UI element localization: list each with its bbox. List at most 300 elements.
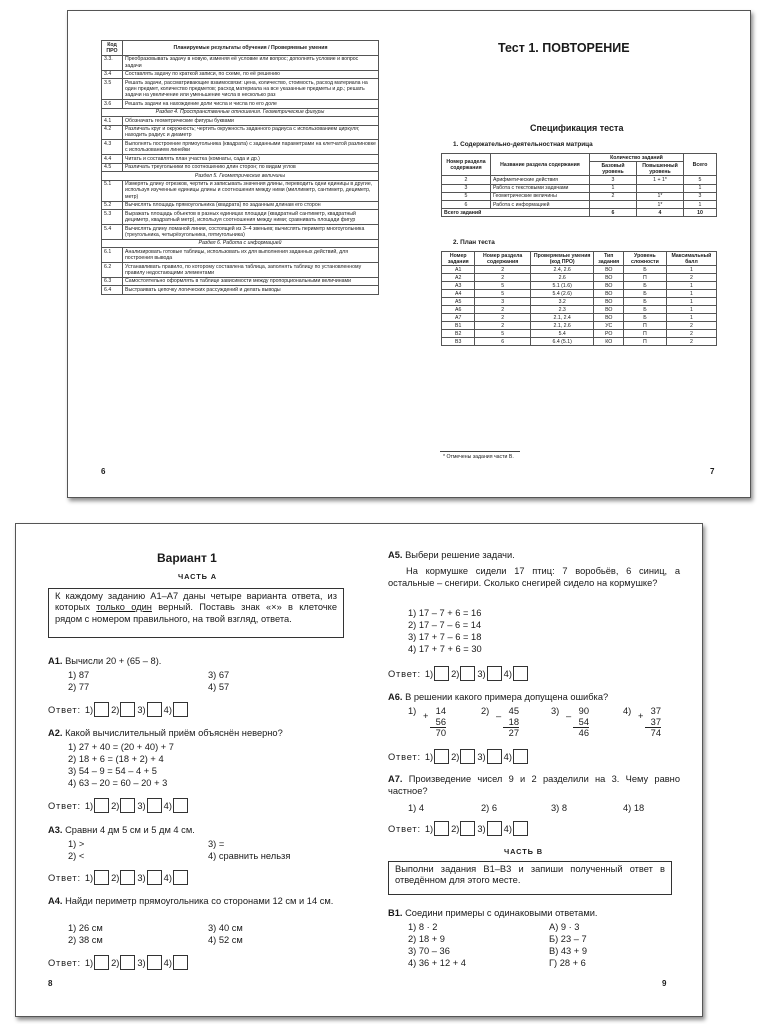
competence-code: 4.5 <box>102 163 123 171</box>
a1-answer-box-3[interactable] <box>147 702 162 717</box>
a4-answer-box-1[interactable] <box>94 955 109 970</box>
plan-cell: П <box>624 338 667 346</box>
a1-option-3: 3) 67 <box>208 670 230 680</box>
a2-option-2: 2) 18 + 6 = (18 + 2) + 4 <box>68 754 164 764</box>
a6-p3-result: 46 <box>573 727 589 739</box>
a3-text: Сравни 4 дм 5 см и 5 дм 4 см. <box>65 825 195 835</box>
a7-text: Произведение чисел 9 и 2 разделили на 3. Чему равно частное? <box>388 774 680 796</box>
plan-cell: 5 <box>475 330 530 338</box>
section-title: Раздел 5. Геометрические величины <box>102 172 379 180</box>
a5-answer-box-2[interactable] <box>460 666 475 681</box>
a7-answer-box-2[interactable] <box>460 821 475 836</box>
a7-option-4: 4) 18 <box>623 803 645 813</box>
question-a4 <box>48 896 338 908</box>
a5-option-4: 4) 17 + 7 + 6 = 30 <box>408 644 482 654</box>
plan-cell: 3.2 <box>530 298 594 306</box>
a6-p4-bottom: 37 <box>650 716 661 727</box>
page-number-6: 6 <box>101 467 106 476</box>
matrix-cell: 5 <box>684 176 717 184</box>
a7-answer-box-4[interactable] <box>513 821 528 836</box>
b1-right-a: А) 9 · 3 <box>549 922 580 932</box>
competence-row <box>102 117 379 125</box>
test-plan-table <box>441 251 717 346</box>
matrix-count-header: Количество заданий <box>590 154 684 162</box>
a6-p4-top: 37 <box>650 706 661 716</box>
plan-row <box>442 282 717 290</box>
a6-text: В решении какого примера допущена ошибка? <box>405 692 609 702</box>
plan-cell: 1 <box>666 290 716 298</box>
plan-cell: 2 <box>666 330 716 338</box>
matrix-row <box>442 184 717 192</box>
instr-a-underlined: только один <box>96 602 152 613</box>
matrix-cell: 3 <box>442 184 491 192</box>
plan-row <box>442 266 717 274</box>
content-matrix-table <box>441 153 717 217</box>
plan-cell: 2.4, 2.6 <box>530 266 594 274</box>
question-a6 <box>388 692 608 704</box>
a4-answer-row: Ответ: 1) 2) 3) 4) <box>48 955 190 970</box>
question-a7 <box>388 774 680 797</box>
plan-cell: ВО <box>594 266 624 274</box>
a3-answer-box-1[interactable] <box>94 870 109 885</box>
competence-row <box>102 163 379 171</box>
competence-text: Решать задачи на нахождение доли числа и числа по его доле <box>123 100 379 108</box>
plan-row <box>442 330 717 338</box>
plan-cell: 1 <box>666 314 716 322</box>
answer-label: Ответ: <box>388 823 421 834</box>
competence-code: 3.3. <box>102 55 123 70</box>
plan-cell: ВО <box>594 298 624 306</box>
a6-answer-box-4[interactable] <box>513 749 528 764</box>
a6-option-4-column <box>645 706 661 739</box>
competence-code: 3.5 <box>102 79 123 100</box>
competence-row <box>102 201 379 209</box>
a2-answer-box-2[interactable] <box>120 798 135 813</box>
plan-cell: 2 <box>475 266 530 274</box>
plan-cell: 5.1 (1.6) <box>530 282 594 290</box>
competence-row <box>102 180 379 201</box>
plan-cell: 2 <box>475 306 530 314</box>
plan-cell: РО <box>594 330 624 338</box>
bottom-book-spread <box>15 523 703 1017</box>
variant-title: Вариант 1 <box>157 551 217 565</box>
competence-text: Выстраивать цепочку логических рассуждений и делать выводы <box>123 286 379 294</box>
competence-text: Различать треугольники по соотношению длин сторон; по видам углов <box>123 163 379 171</box>
plan-cell: 5.4 <box>530 330 594 338</box>
a1-answer-box-2[interactable] <box>120 702 135 717</box>
matrix-heading: 1. Содержательно-деятельностная матрица <box>453 141 593 148</box>
a2-text: Какой вычислительный приём объяснён неверно? <box>65 728 283 738</box>
page-number-9: 9 <box>662 979 667 988</box>
matrix-cell: Работа с информацией <box>491 200 590 208</box>
competence-code: 6.1 <box>102 248 123 263</box>
a6-p3-bottom: 54 <box>578 716 589 727</box>
competence-row <box>102 70 379 78</box>
plan-cell: 5 <box>475 290 530 298</box>
a4-number: А4. <box>48 896 63 906</box>
a7-option-3: 3) 8 <box>551 803 568 813</box>
plan-cell: А3 <box>442 282 475 290</box>
plan-cell: Б <box>624 306 667 314</box>
plan-row <box>442 322 717 330</box>
plan-cell: В1 <box>442 322 475 330</box>
plan-cell: П <box>624 330 667 338</box>
a6-number: А6. <box>388 692 403 702</box>
part-a-instructions <box>48 588 344 638</box>
competence-text: Вычислять площадь прямоугольника (квадрата) по заданным длинам его сторон <box>123 201 379 209</box>
a3-answer-box-4[interactable] <box>173 870 188 885</box>
plan-cell: А1 <box>442 266 475 274</box>
a5-answer-box-4[interactable] <box>513 666 528 681</box>
matrix-cell <box>637 184 684 192</box>
a6-option-1-label: 1) <box>408 706 417 716</box>
competence-code: 4.3 <box>102 140 123 155</box>
a3-answer-box-3[interactable] <box>147 870 162 885</box>
top-book-spread <box>67 10 751 498</box>
plan-row <box>442 290 717 298</box>
plan-cell: 1 <box>666 306 716 314</box>
answer-label: Ответ: <box>388 751 421 762</box>
plan-cell: 2 <box>666 338 716 346</box>
b1-right-d: Г) 28 + 6 <box>549 958 586 968</box>
matrix-total-cell: 10 <box>684 209 717 217</box>
competence-text: Различать круг и окружность; чертить окружность заданного радиуса с использованием циркуля; находить радиус и диаметр <box>123 125 379 140</box>
section-row <box>102 108 379 116</box>
competence-code: 3.4 <box>102 70 123 78</box>
competence-row <box>102 286 379 294</box>
matrix-cell: 1* <box>637 200 684 208</box>
plan-cell: 2 <box>475 314 530 322</box>
competence-code: 5.1 <box>102 180 123 201</box>
matrix-cell: Работа с текстовыми задачами <box>491 184 590 192</box>
section-row <box>102 239 379 247</box>
section-title: Раздел 6. Работа с информацией <box>102 239 379 247</box>
plan-cell: Б <box>624 266 667 274</box>
a2-option-1: 1) 27 + 40 = (20 + 40) + 7 <box>68 742 174 752</box>
a6-option-2-label: 2) <box>481 706 490 716</box>
a3-option-3: 3) = <box>208 839 225 849</box>
a4-option-1: 1) 26 см <box>68 923 103 933</box>
matrix-cell: 1* <box>637 192 684 200</box>
a6-option-3-column <box>573 706 589 739</box>
answer-label: Ответ: <box>48 957 81 968</box>
plan-header: Проверяемые умения (код ПРО) <box>530 252 594 266</box>
results-header: Планируемые результаты обучения / Проверяемые умения <box>123 41 379 56</box>
a7-answer-row: Ответ: 1) 2) 3) 4) <box>388 821 530 836</box>
a7-option-1: 1) 4 <box>408 803 425 813</box>
a3-answer-box-2[interactable] <box>120 870 135 885</box>
plan-cell: А4 <box>442 290 475 298</box>
a1-answer-row: Ответ: 1) 2) 3) 4) <box>48 702 190 717</box>
competence-text: Выражать площадь объектов в разных единицах площади (квадратный сантиметр, квадратный дециметр, квадратный метр), используя соотношения между ними; сравнивать площади фигур <box>123 210 379 225</box>
a2-answer-box-1[interactable] <box>94 798 109 813</box>
plan-cell: КО <box>594 338 624 346</box>
plan-cell: УС <box>594 322 624 330</box>
spec-title: Спецификация теста <box>530 123 624 133</box>
plan-cell: 1 <box>666 282 716 290</box>
a6-option-1-sign: + <box>423 711 429 721</box>
competence-row <box>102 248 379 263</box>
a1-answer-box-1[interactable] <box>94 702 109 717</box>
plan-cell: ВО <box>594 282 624 290</box>
plan-header: Уровень сложности <box>624 252 667 266</box>
competence-row <box>102 100 379 108</box>
matrix-cell: 1 <box>684 200 717 208</box>
competence-row <box>102 55 379 70</box>
competence-code: 4.1 <box>102 117 123 125</box>
a6-option-4-sign: + <box>638 711 644 721</box>
plan-cell: 6.4 (5.1) <box>530 338 594 346</box>
question-b1 <box>388 908 598 920</box>
plan-heading: 2. План теста <box>453 239 495 246</box>
plan-cell: ВО <box>594 274 624 282</box>
plan-cell: 2.1, 2.4 <box>530 314 594 322</box>
question-a1 <box>48 656 161 668</box>
a7-option-2: 2) 6 <box>481 803 498 813</box>
question-a5 <box>388 550 515 562</box>
b1-left-4: 4) 36 + 12 + 4 <box>408 958 466 968</box>
question-a3 <box>48 825 195 837</box>
competence-text: Измерять длину отрезков, чертить и записывать значения длины, переводить одни единицы в другие, используя изученные единицы длины и соотношения между ними (миллиметр, сантиметр, дециметр, метр) <box>123 180 379 201</box>
answer-label: Ответ: <box>48 704 81 715</box>
footnote-rule <box>440 451 520 452</box>
plan-cell: А2 <box>442 274 475 282</box>
plan-cell: 1 <box>666 298 716 306</box>
a6-answer-box-3[interactable] <box>487 749 502 764</box>
a6-answer-row: Ответ: 1) 2) 3) 4) <box>388 749 530 764</box>
a3-option-1: 1) > <box>68 839 85 849</box>
matrix-basic-header: Базовый уровень <box>590 162 637 176</box>
competence-code: 6.2 <box>102 262 123 277</box>
a5-number: А5. <box>388 550 403 560</box>
a4-answer-box-4[interactable] <box>173 955 188 970</box>
a5-option-3: 3) 17 + 7 – 6 = 18 <box>408 632 482 642</box>
competence-code: 4.4 <box>102 155 123 163</box>
part-a-label: ЧАСТЬ А <box>178 572 218 581</box>
plan-cell: А5 <box>442 298 475 306</box>
a6-p1-result: 70 <box>430 727 446 739</box>
a6-p2-bottom: 18 <box>508 716 519 727</box>
competence-code: 4.2 <box>102 125 123 140</box>
matrix-row <box>442 176 717 184</box>
plan-cell: Б <box>624 282 667 290</box>
a6-option-2-column <box>503 706 519 739</box>
a3-number: А3. <box>48 825 63 835</box>
competence-code: 5.4 <box>102 224 123 239</box>
matrix-total-cell: 4 <box>637 209 684 217</box>
matrix-cell: 1 <box>684 184 717 192</box>
competence-row <box>102 224 379 239</box>
competence-text: Самостоятельно оформлять в таблице зависимости между пропорциональными величинами <box>123 277 379 285</box>
plan-cell: 2.6 <box>530 274 594 282</box>
a4-answer-box-3[interactable] <box>147 955 162 970</box>
a6-answer-box-1[interactable] <box>434 749 449 764</box>
page-number-8: 8 <box>48 979 53 988</box>
plan-cell: 3 <box>475 298 530 306</box>
competence-code: 3.6 <box>102 100 123 108</box>
plan-cell: ВО <box>594 314 624 322</box>
instr-a-text-2: верный. Поставь знак «×» в клеточке рядом с номером правильного, на твой взгляд, ответа. <box>55 602 338 624</box>
matrix-cell: 5 <box>442 192 491 200</box>
plan-cell: П <box>624 274 667 282</box>
a3-option-4: 4) сравнить нельзя <box>208 851 291 861</box>
a1-option-4: 4) 57 <box>208 682 230 692</box>
a3-answer-row: Ответ: 1) 2) 3) 4) <box>48 870 190 885</box>
a5-story: На кормушке сидели 17 птиц: 7 воробьёв, 6 синиц, а остальные – снегири. Сколько снегирей сидело на кормушке? <box>388 566 680 588</box>
matrix-name-header: Название раздела содержания <box>491 154 590 176</box>
section-title: Раздел 4. Пространственные отношения. Геометрические фигуры <box>102 108 379 116</box>
b1-left-1: 1) 8 · 2 <box>408 922 438 932</box>
competence-text: Выполнять построение прямоугольника (квадрата) с заданными параметрами на клетчатой разлиновке с использованием линейки <box>123 140 379 155</box>
competence-row <box>102 277 379 285</box>
plan-cell: 2 <box>666 274 716 282</box>
a3-option-2: 2) < <box>68 851 85 861</box>
plan-header: Тип задания <box>594 252 624 266</box>
a6-p2-result: 27 <box>503 727 519 739</box>
plan-header: Максимальный балл <box>666 252 716 266</box>
competence-code: 5.2 <box>102 201 123 209</box>
matrix-total-cell: 6 <box>590 209 637 217</box>
plan-row <box>442 314 717 322</box>
matrix-num-header: Номер раздела содержания <box>442 154 491 176</box>
a2-answer-row: Ответ: 1) 2) 3) 4) <box>48 798 190 813</box>
plan-row <box>442 298 717 306</box>
a1-answer-box-4[interactable] <box>173 702 188 717</box>
plan-cell: ВО <box>594 306 624 314</box>
matrix-row <box>442 192 717 200</box>
plan-cell: В2 <box>442 330 475 338</box>
a6-p4-result: 74 <box>645 727 661 739</box>
a4-option-3: 3) 40 см <box>208 923 243 933</box>
matrix-cell: 2 <box>590 192 637 200</box>
a1-option-2: 2) 77 <box>68 682 90 692</box>
a2-option-4: 4) 63 – 20 = 60 – 20 + 3 <box>68 778 168 788</box>
matrix-cell: 1 <box>590 184 637 192</box>
plan-cell: 2.3 <box>530 306 594 314</box>
plan-header: Номер задания <box>442 252 475 266</box>
plan-header: Номер раздела содержания <box>475 252 530 266</box>
competence-code: 6.3 <box>102 277 123 285</box>
matrix-cell: Геометрические величины <box>491 192 590 200</box>
a4-answer-box-2[interactable] <box>120 955 135 970</box>
footnote: * Отмечены задания части В. <box>443 454 514 460</box>
plan-cell: 2 <box>475 274 530 282</box>
test-title: Тест 1. ПОВТОРЕНИЕ <box>498 41 630 55</box>
competence-row <box>102 79 379 100</box>
a6-p2-top: 45 <box>508 706 519 716</box>
plan-cell: 5 <box>475 282 530 290</box>
answer-label: Ответ: <box>48 872 81 883</box>
a5-option-2: 2) 17 – 7 – 6 = 14 <box>408 620 482 630</box>
plan-cell: А7 <box>442 314 475 322</box>
a7-number: А7. <box>388 774 403 784</box>
a2-option-3: 3) 54 – 9 = 54 – 4 + 5 <box>68 766 157 776</box>
page-number-7: 7 <box>710 467 715 476</box>
a7-answer-box-1[interactable] <box>434 821 449 836</box>
a1-text: Вычисли 20 + (65 – 8). <box>65 656 162 666</box>
competence-text: Составлять задачу по краткой записи, по схеме, по её решению <box>123 70 379 78</box>
b1-left-2: 2) 18 + 9 <box>408 934 445 944</box>
matrix-total-cell: Всего заданий <box>442 209 590 217</box>
matrix-cell: 1 + 1* <box>637 176 684 184</box>
a1-option-1: 1) 87 <box>68 670 90 680</box>
competence-row <box>102 155 379 163</box>
a2-answer-box-4[interactable] <box>173 798 188 813</box>
answer-label: Ответ: <box>388 668 421 679</box>
a6-option-3-sign: – <box>566 711 572 721</box>
answer-label: Ответ: <box>48 800 81 811</box>
a6-option-2-sign: – <box>496 711 502 721</box>
a5-text: Выбери решение задачи. <box>405 550 515 560</box>
plan-cell: В3 <box>442 338 475 346</box>
a4-text: Найди периметр прямоугольника со сторонами 12 см и 14 см. <box>65 896 334 906</box>
competence-row <box>102 262 379 277</box>
competence-text: Вычислять длину ломаной линии, состоящей из 3–4 звеньев; вычислять периметр многоугольника (треугольника, четырёхугольника, пятиугольника) <box>123 224 379 239</box>
a6-option-4-label: 4) <box>623 706 632 716</box>
a4-option-2: 2) 38 см <box>68 935 103 945</box>
b1-right-b: Б) 23 – 7 <box>549 934 587 944</box>
a7-answer-box-3[interactable] <box>487 821 502 836</box>
plan-cell: 5.4 (2.6) <box>530 290 594 298</box>
plan-cell: ВО <box>594 290 624 298</box>
plan-row <box>442 306 717 314</box>
plan-cell: Б <box>624 314 667 322</box>
part-b-instructions: Выполни задания В1–В3 и запиши полученный ответ в отведённом для этого месте. <box>388 861 672 895</box>
plan-cell: 6 <box>475 338 530 346</box>
a6-p3-top: 90 <box>578 706 589 716</box>
plan-cell: 1 <box>666 266 716 274</box>
matrix-cell: 6 <box>442 200 491 208</box>
a5-answer-box-1[interactable] <box>434 666 449 681</box>
plan-cell: 2 <box>475 322 530 330</box>
matrix-cell <box>590 200 637 208</box>
a1-number: А1. <box>48 656 63 666</box>
b1-right-c: В) 43 + 9 <box>549 946 587 956</box>
a6-p1-top: 14 <box>435 706 446 716</box>
competence-text: Анализировать готовые таблицы, использовать их для выполнения заданных действий, для построения вывода <box>123 248 379 263</box>
matrix-row <box>442 200 717 208</box>
competence-text: Обозначать геометрические фигуры буквами <box>123 117 379 125</box>
competence-text: Преобразовывать задачу в новую, изменяя её условие или вопрос; дополнять условие и вопрос задачи <box>123 55 379 70</box>
competence-row <box>102 125 379 140</box>
part-b-label: ЧАСТЬ В <box>504 847 544 856</box>
matrix-cell: 3 <box>684 192 717 200</box>
b1-number: В1. <box>388 908 403 918</box>
a6-option-3-label: 3) <box>551 706 560 716</box>
a2-number: А2. <box>48 728 63 738</box>
matrix-cell: Арифметические действия <box>491 176 590 184</box>
plan-cell: П <box>624 322 667 330</box>
matrix-total-row <box>442 209 717 217</box>
competence-code: 6.4 <box>102 286 123 294</box>
plan-row <box>442 338 717 346</box>
a2-answer-box-3[interactable] <box>147 798 162 813</box>
competence-row <box>102 140 379 155</box>
a6-answer-box-2[interactable] <box>460 749 475 764</box>
competence-text: Устанавливать правило, по которому составлена таблица, заполнять таблицу по установленному правилу недостающими элементами <box>123 262 379 277</box>
plan-cell: 2.1, 2.6 <box>530 322 594 330</box>
plan-cell: Б <box>624 290 667 298</box>
matrix-cell: 3 <box>590 176 637 184</box>
b1-text: Соедини примеры с одинаковыми ответами. <box>405 908 598 918</box>
b1-left-3: 3) 70 – 36 <box>408 946 450 956</box>
code-header: Код ПРО <box>102 41 123 56</box>
competence-table-header <box>102 41 379 56</box>
instr-a-text-1: К каждому заданию А1–А7 даны четыре варианта ответа, из которых <box>55 591 337 613</box>
question-a2 <box>48 728 283 740</box>
a5-answer-box-3[interactable] <box>487 666 502 681</box>
competence-table <box>101 40 379 295</box>
